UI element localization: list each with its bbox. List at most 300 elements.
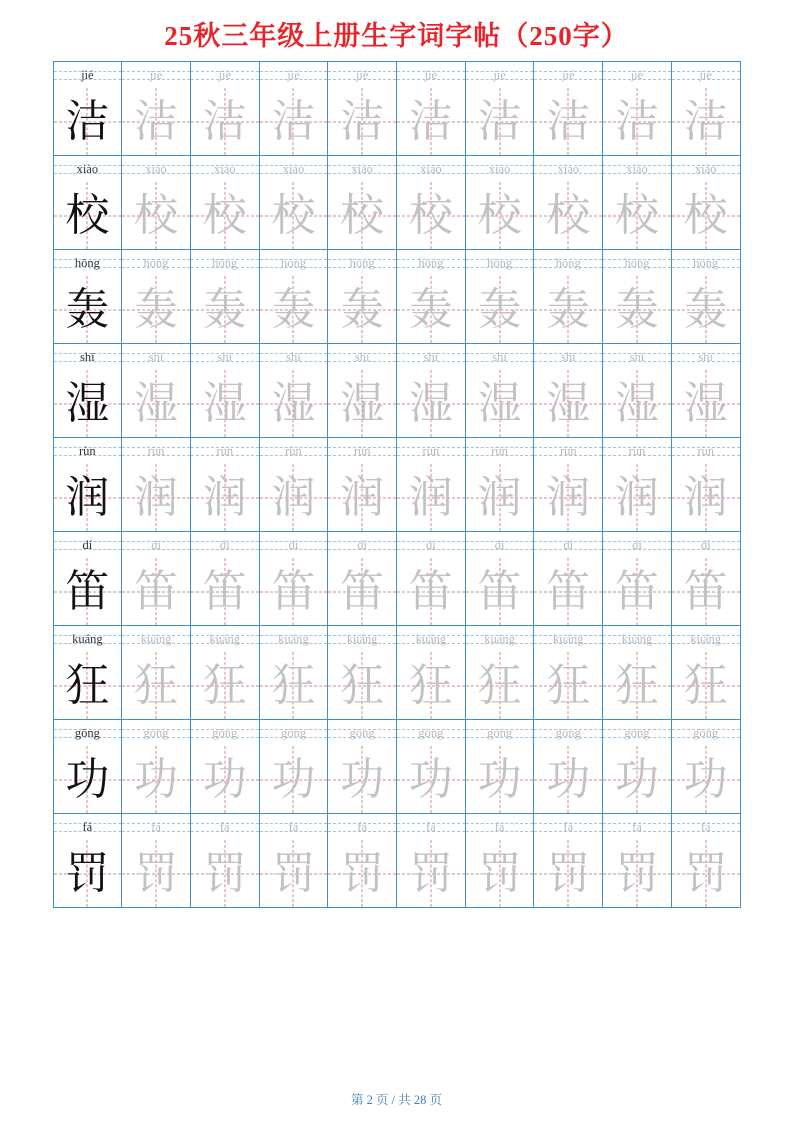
pinyin-text: jié — [424, 67, 438, 82]
tracing-character: 润 — [614, 472, 659, 522]
model-character: 润 — [65, 472, 110, 522]
tracing-character-cell[interactable] — [672, 746, 741, 814]
pinyin-cell — [328, 814, 397, 840]
tracing-character: 轰 — [340, 284, 385, 334]
tracing-character: 洁 — [202, 96, 247, 146]
tracing-character-cell[interactable] — [328, 558, 397, 626]
pinyin-text: shī — [492, 349, 507, 364]
model-character: 功 — [65, 754, 110, 804]
tracing-character: 笛 — [340, 566, 385, 616]
pinyin-text: rùn — [559, 443, 577, 458]
tracing-character: 润 — [683, 472, 728, 522]
tracing-character-cell[interactable] — [397, 276, 466, 344]
tracing-character-cell[interactable] — [122, 840, 191, 908]
pinyin-cell — [466, 814, 535, 840]
tracing-character: 轰 — [134, 284, 179, 334]
tracing-character: 罚 — [546, 848, 591, 898]
tracing-character: 润 — [134, 472, 179, 522]
pinyin-text: fá — [494, 819, 505, 834]
tracing-character-cell[interactable] — [191, 652, 260, 720]
pinyin-cell — [260, 626, 329, 652]
pinyin-cell — [397, 62, 466, 88]
tracing-character-cell[interactable] — [191, 88, 260, 156]
pinyin-text: shī — [286, 349, 301, 364]
tracing-character-cell[interactable] — [534, 182, 603, 250]
tracing-character-cell[interactable] — [397, 840, 466, 908]
tracing-character-cell[interactable] — [328, 464, 397, 532]
tracing-character-cell[interactable] — [466, 370, 535, 438]
pinyin-text: fá — [563, 819, 574, 834]
tracing-character: 润 — [202, 472, 247, 522]
pinyin-row — [54, 626, 741, 652]
pinyin-text: jié — [81, 67, 94, 82]
tracing-character-cell[interactable] — [191, 276, 260, 344]
pinyin-text: gōng — [418, 725, 444, 740]
pinyin-text: gōng — [143, 725, 169, 740]
pinyin-cell — [54, 438, 123, 464]
page-title: 25秋三年级上册生字词字帖（250字） — [164, 21, 629, 51]
pinyin-cell — [122, 720, 191, 746]
pinyin-text: xiào — [488, 161, 511, 176]
tracing-character: 笛 — [408, 566, 453, 616]
pinyin-text: fá — [426, 819, 436, 834]
pinyin-cell — [466, 626, 535, 652]
tracing-character: 洁 — [271, 96, 316, 146]
tracing-character: 校 — [408, 190, 453, 240]
tracing-character-cell[interactable] — [466, 558, 535, 626]
tracing-character-cell[interactable] — [328, 182, 397, 250]
pinyin-cell — [603, 626, 672, 652]
pinyin-cell — [534, 156, 603, 182]
pinyin-cell — [54, 344, 123, 370]
pinyin-cell — [672, 532, 741, 558]
pinyin-text: xiào — [351, 161, 373, 176]
tracing-character: 湿 — [134, 378, 179, 428]
pinyin-cell — [466, 438, 535, 464]
tracing-character: 狂 — [202, 660, 247, 710]
tracing-character-cell[interactable] — [603, 464, 672, 532]
tracing-character-cell[interactable] — [672, 558, 741, 626]
tracing-character: 湿 — [340, 378, 385, 428]
pinyin-text: dí — [219, 537, 230, 552]
tracing-character-cell[interactable] — [260, 464, 329, 532]
tracing-character-cell[interactable] — [122, 276, 191, 344]
pinyin-cell — [397, 720, 466, 746]
tracing-character-cell[interactable] — [534, 276, 603, 344]
tracing-character: 笛 — [134, 566, 179, 616]
pinyin-text: rùn — [491, 443, 508, 458]
pinyin-cell — [122, 250, 191, 276]
pinyin-text: xiào — [626, 161, 648, 176]
character-row — [54, 746, 741, 814]
pinyin-cell — [54, 250, 123, 276]
pinyin-text: rùn — [422, 443, 440, 458]
model-character-cell[interactable] — [54, 652, 123, 720]
tracing-character-cell[interactable] — [534, 558, 603, 626]
model-character-cell[interactable] — [54, 88, 123, 156]
pinyin-cell — [260, 344, 329, 370]
pinyin-cell — [672, 626, 741, 652]
pinyin-row — [54, 720, 741, 746]
tracing-character: 润 — [546, 472, 591, 522]
tracing-character-cell[interactable] — [122, 652, 191, 720]
pinyin-cell — [191, 156, 260, 182]
pinyin-cell — [397, 814, 466, 840]
pinyin-text: fá — [288, 819, 299, 834]
pinyin-cell — [603, 720, 672, 746]
pinyin-cell — [534, 814, 603, 840]
tracing-character-cell[interactable] — [328, 276, 397, 344]
pinyin-cell — [603, 62, 672, 88]
character-row — [54, 652, 741, 720]
pinyin-cell — [466, 250, 535, 276]
pinyin-text: kuáng — [278, 631, 309, 646]
tracing-character-cell[interactable] — [397, 464, 466, 532]
tracing-character: 湿 — [271, 378, 316, 428]
pinyin-text: rùn — [216, 443, 234, 458]
tracing-character: 罚 — [408, 848, 453, 898]
pinyin-text: kuáng — [209, 631, 241, 646]
pinyin-cell — [466, 156, 535, 182]
tracing-character: 狂 — [408, 660, 453, 710]
tracing-character-cell[interactable] — [260, 558, 329, 626]
tracing-character-cell[interactable] — [603, 652, 672, 720]
tracing-character-cell[interactable] — [191, 182, 260, 250]
tracing-character-cell[interactable] — [122, 746, 191, 814]
tracing-character-cell[interactable] — [328, 840, 397, 908]
pinyin-cell — [328, 438, 397, 464]
tracing-character-cell[interactable] — [672, 370, 741, 438]
tracing-character: 湿 — [202, 378, 247, 428]
model-character-cell[interactable] — [54, 182, 123, 250]
pinyin-text: xiào — [282, 161, 305, 176]
pinyin-text: shī — [560, 349, 576, 364]
practice-grid — [53, 61, 741, 908]
pinyin-cell — [534, 532, 603, 558]
pinyin-text: rùn — [628, 443, 646, 458]
pinyin-text: hōng — [624, 255, 650, 270]
tracing-character-cell[interactable] — [672, 276, 741, 344]
pinyin-cell — [466, 62, 535, 88]
pinyin-text: jié — [493, 67, 506, 82]
pinyin-text: xiào — [557, 161, 580, 176]
model-character-cell[interactable] — [54, 370, 123, 438]
tracing-character: 湿 — [614, 378, 659, 428]
tracing-character-cell[interactable] — [466, 88, 535, 156]
pinyin-text: kuáng — [346, 631, 378, 646]
pinyin-text: xiào — [420, 161, 442, 176]
pinyin-cell — [122, 626, 191, 652]
model-character-cell[interactable] — [54, 558, 123, 626]
pinyin-text: dí — [151, 537, 161, 552]
tracing-character: 狂 — [477, 660, 522, 710]
tracing-character-cell[interactable] — [260, 746, 329, 814]
tracing-character-cell[interactable] — [191, 370, 260, 438]
tracing-character: 校 — [614, 190, 659, 240]
pinyin-cell — [672, 344, 741, 370]
pinyin-text: fá — [700, 819, 711, 834]
tracing-character-cell[interactable] — [603, 182, 672, 250]
pinyin-cell — [54, 156, 123, 182]
tracing-character: 校 — [477, 190, 522, 240]
pinyin-cell — [603, 344, 672, 370]
tracing-character-cell[interactable] — [466, 182, 535, 250]
pinyin-text: kuáng — [140, 631, 172, 646]
tracing-character-cell[interactable] — [466, 840, 535, 908]
pinyin-text: dí — [82, 537, 93, 552]
model-character-cell[interactable] — [54, 746, 123, 814]
tracing-character-cell[interactable] — [534, 464, 603, 532]
tracing-character-cell[interactable] — [260, 840, 329, 908]
pinyin-text: xiào — [213, 161, 236, 176]
pinyin-text: hōng — [418, 255, 444, 270]
pinyin-cell — [122, 344, 191, 370]
pinyin-text: dí — [357, 537, 368, 552]
tracing-character: 功 — [271, 754, 316, 804]
pinyin-text: fá — [632, 819, 642, 834]
tracing-character-cell[interactable] — [534, 746, 603, 814]
tracing-character: 罚 — [340, 848, 385, 898]
pinyin-cell — [54, 720, 123, 746]
character-row — [54, 276, 741, 344]
tracing-character-cell[interactable] — [397, 182, 466, 250]
tracing-character: 狂 — [546, 660, 591, 710]
tracing-character-cell[interactable] — [191, 746, 260, 814]
tracing-character-cell[interactable] — [672, 88, 741, 156]
pinyin-text: xiào — [145, 161, 167, 176]
pinyin-text: rùn — [353, 443, 371, 458]
pinyin-text: dí — [494, 537, 505, 552]
tracing-character: 洁 — [614, 96, 659, 146]
tracing-character: 轰 — [683, 284, 728, 334]
tracing-character: 洁 — [408, 96, 453, 146]
tracing-character-cell[interactable] — [603, 558, 672, 626]
pinyin-cell — [466, 720, 535, 746]
pinyin-text: dí — [426, 537, 436, 552]
pinyin-cell — [191, 814, 260, 840]
pinyin-cell — [397, 532, 466, 558]
pinyin-cell — [397, 344, 466, 370]
model-character: 洁 — [65, 96, 110, 146]
tracing-character-cell[interactable] — [603, 840, 672, 908]
pinyin-text: rùn — [147, 443, 165, 458]
pinyin-text: xiào — [694, 161, 717, 176]
model-character-cell[interactable] — [54, 276, 123, 344]
pinyin-cell — [397, 156, 466, 182]
pinyin-row — [54, 814, 741, 840]
tracing-character: 润 — [340, 472, 385, 522]
tracing-character-cell[interactable] — [534, 840, 603, 908]
tracing-character-cell[interactable] — [328, 746, 397, 814]
tracing-character-cell[interactable] — [672, 182, 741, 250]
pinyin-text: hōng — [143, 255, 169, 270]
tracing-character-cell[interactable] — [603, 88, 672, 156]
tracing-character-cell[interactable] — [328, 370, 397, 438]
tracing-character-cell[interactable] — [466, 276, 535, 344]
pinyin-text: hōng — [74, 255, 100, 270]
tracing-character-cell[interactable] — [191, 464, 260, 532]
tracing-character-cell[interactable] — [603, 370, 672, 438]
tracing-character-cell[interactable] — [122, 182, 191, 250]
pinyin-text: shī — [423, 349, 439, 364]
tracing-character-cell[interactable] — [466, 652, 535, 720]
tracing-character-cell[interactable] — [328, 88, 397, 156]
tracing-character-cell[interactable] — [260, 276, 329, 344]
tracing-character-cell[interactable] — [603, 746, 672, 814]
tracing-character: 笛 — [202, 566, 247, 616]
pinyin-text: fá — [82, 819, 93, 834]
pinyin-cell — [672, 62, 741, 88]
tracing-character: 洁 — [340, 96, 385, 146]
character-row — [54, 370, 741, 438]
tracing-character: 狂 — [340, 660, 385, 710]
tracing-character: 罚 — [683, 848, 728, 898]
pinyin-text: jié — [630, 67, 644, 82]
tracing-character: 轰 — [614, 284, 659, 334]
pinyin-text: gōng — [693, 725, 719, 740]
pinyin-cell — [534, 344, 603, 370]
pinyin-text: gōng — [212, 725, 238, 740]
tracing-character-cell[interactable] — [260, 652, 329, 720]
pinyin-text: rùn — [285, 443, 302, 458]
pinyin-text: dí — [288, 537, 299, 552]
tracing-character: 校 — [134, 190, 179, 240]
pinyin-text: shī — [80, 349, 95, 364]
tracing-character-cell[interactable] — [397, 746, 466, 814]
tracing-character-cell[interactable] — [191, 558, 260, 626]
tracing-character: 罚 — [477, 848, 522, 898]
pinyin-cell — [328, 250, 397, 276]
pinyin-text: rùn — [79, 443, 96, 458]
pinyin-text: jié — [562, 67, 575, 82]
tracing-character-cell[interactable] — [397, 558, 466, 626]
pinyin-cell — [54, 532, 123, 558]
pinyin-text: shī — [354, 349, 370, 364]
character-row — [54, 182, 741, 250]
pinyin-row — [54, 250, 741, 276]
tracing-character-cell[interactable] — [191, 840, 260, 908]
pinyin-cell — [534, 250, 603, 276]
tracing-character-cell[interactable] — [534, 652, 603, 720]
tracing-character: 轰 — [202, 284, 247, 334]
pinyin-text: gōng — [74, 725, 100, 740]
tracing-character-cell[interactable] — [534, 370, 603, 438]
model-character: 罚 — [65, 848, 110, 898]
tracing-character: 功 — [683, 754, 728, 804]
tracing-character: 湿 — [477, 378, 522, 428]
pinyin-cell — [191, 720, 260, 746]
tracing-character-cell[interactable] — [603, 276, 672, 344]
pinyin-text: kuáng — [621, 631, 653, 646]
tracing-character: 校 — [340, 190, 385, 240]
pinyin-text: jié — [218, 67, 231, 82]
pinyin-cell — [672, 250, 741, 276]
tracing-character: 洁 — [683, 96, 728, 146]
pinyin-cell — [534, 626, 603, 652]
tracing-character: 笛 — [546, 566, 591, 616]
tracing-character-cell[interactable] — [672, 652, 741, 720]
pinyin-text: hōng — [212, 255, 238, 270]
pinyin-text: kuáng — [552, 631, 584, 646]
pinyin-row — [54, 438, 741, 464]
tracing-character: 笛 — [614, 566, 659, 616]
pinyin-cell — [260, 156, 329, 182]
pinyin-text: fá — [151, 819, 161, 834]
model-character-cell[interactable] — [54, 464, 123, 532]
tracing-character: 功 — [202, 754, 247, 804]
pinyin-cell — [328, 344, 397, 370]
model-character-cell[interactable] — [54, 840, 123, 908]
tracing-character: 功 — [477, 754, 522, 804]
tracing-character-cell[interactable] — [260, 370, 329, 438]
pinyin-text: hōng — [693, 255, 719, 270]
tracing-character-cell[interactable] — [260, 88, 329, 156]
tracing-character-cell[interactable] — [466, 746, 535, 814]
tracing-character-cell[interactable] — [672, 464, 741, 532]
pinyin-cell — [603, 814, 672, 840]
tracing-character-cell[interactable] — [397, 88, 466, 156]
pinyin-cell — [191, 626, 260, 652]
pinyin-cell — [397, 438, 466, 464]
tracing-character: 校 — [546, 190, 591, 240]
pinyin-cell — [260, 250, 329, 276]
pinyin-text: fá — [219, 819, 230, 834]
pinyin-text: shī — [217, 349, 233, 364]
tracing-character: 罚 — [271, 848, 316, 898]
pinyin-text: xiào — [76, 161, 99, 176]
pinyin-text: kuáng — [690, 631, 721, 646]
tracing-character: 功 — [408, 754, 453, 804]
pinyin-cell — [397, 250, 466, 276]
pinyin-cell — [191, 532, 260, 558]
tracing-character-cell[interactable] — [260, 182, 329, 250]
pinyin-text: hōng — [280, 255, 306, 270]
tracing-character: 湿 — [546, 378, 591, 428]
tracing-character-cell[interactable] — [466, 464, 535, 532]
pinyin-cell — [466, 344, 535, 370]
tracing-character: 罚 — [202, 848, 247, 898]
tracing-character: 功 — [340, 754, 385, 804]
model-character: 校 — [65, 190, 110, 240]
tracing-character-cell[interactable] — [397, 370, 466, 438]
tracing-character: 轰 — [408, 284, 453, 334]
model-character: 轰 — [65, 284, 110, 334]
pinyin-row — [54, 156, 741, 182]
pinyin-cell — [534, 720, 603, 746]
tracing-character-cell[interactable] — [122, 370, 191, 438]
tracing-character-cell[interactable] — [122, 558, 191, 626]
pinyin-cell — [260, 720, 329, 746]
pinyin-text: hōng — [555, 255, 581, 270]
model-character: 湿 — [65, 378, 110, 428]
tracing-character: 狂 — [683, 660, 728, 710]
tracing-character-cell[interactable] — [672, 840, 741, 908]
pinyin-text: jié — [287, 67, 300, 82]
pinyin-text: dí — [700, 537, 711, 552]
pinyin-text: gōng — [624, 725, 650, 740]
pinyin-text: gōng — [280, 725, 306, 740]
tracing-character-cell[interactable] — [122, 464, 191, 532]
tracing-character-cell[interactable] — [122, 88, 191, 156]
tracing-character-cell[interactable] — [534, 88, 603, 156]
pinyin-cell — [603, 250, 672, 276]
tracing-character: 轰 — [477, 284, 522, 334]
pinyin-cell — [672, 438, 741, 464]
tracing-character-cell[interactable] — [397, 652, 466, 720]
tracing-character-cell[interactable] — [328, 652, 397, 720]
pinyin-text: jié — [699, 67, 712, 82]
pinyin-cell — [603, 438, 672, 464]
